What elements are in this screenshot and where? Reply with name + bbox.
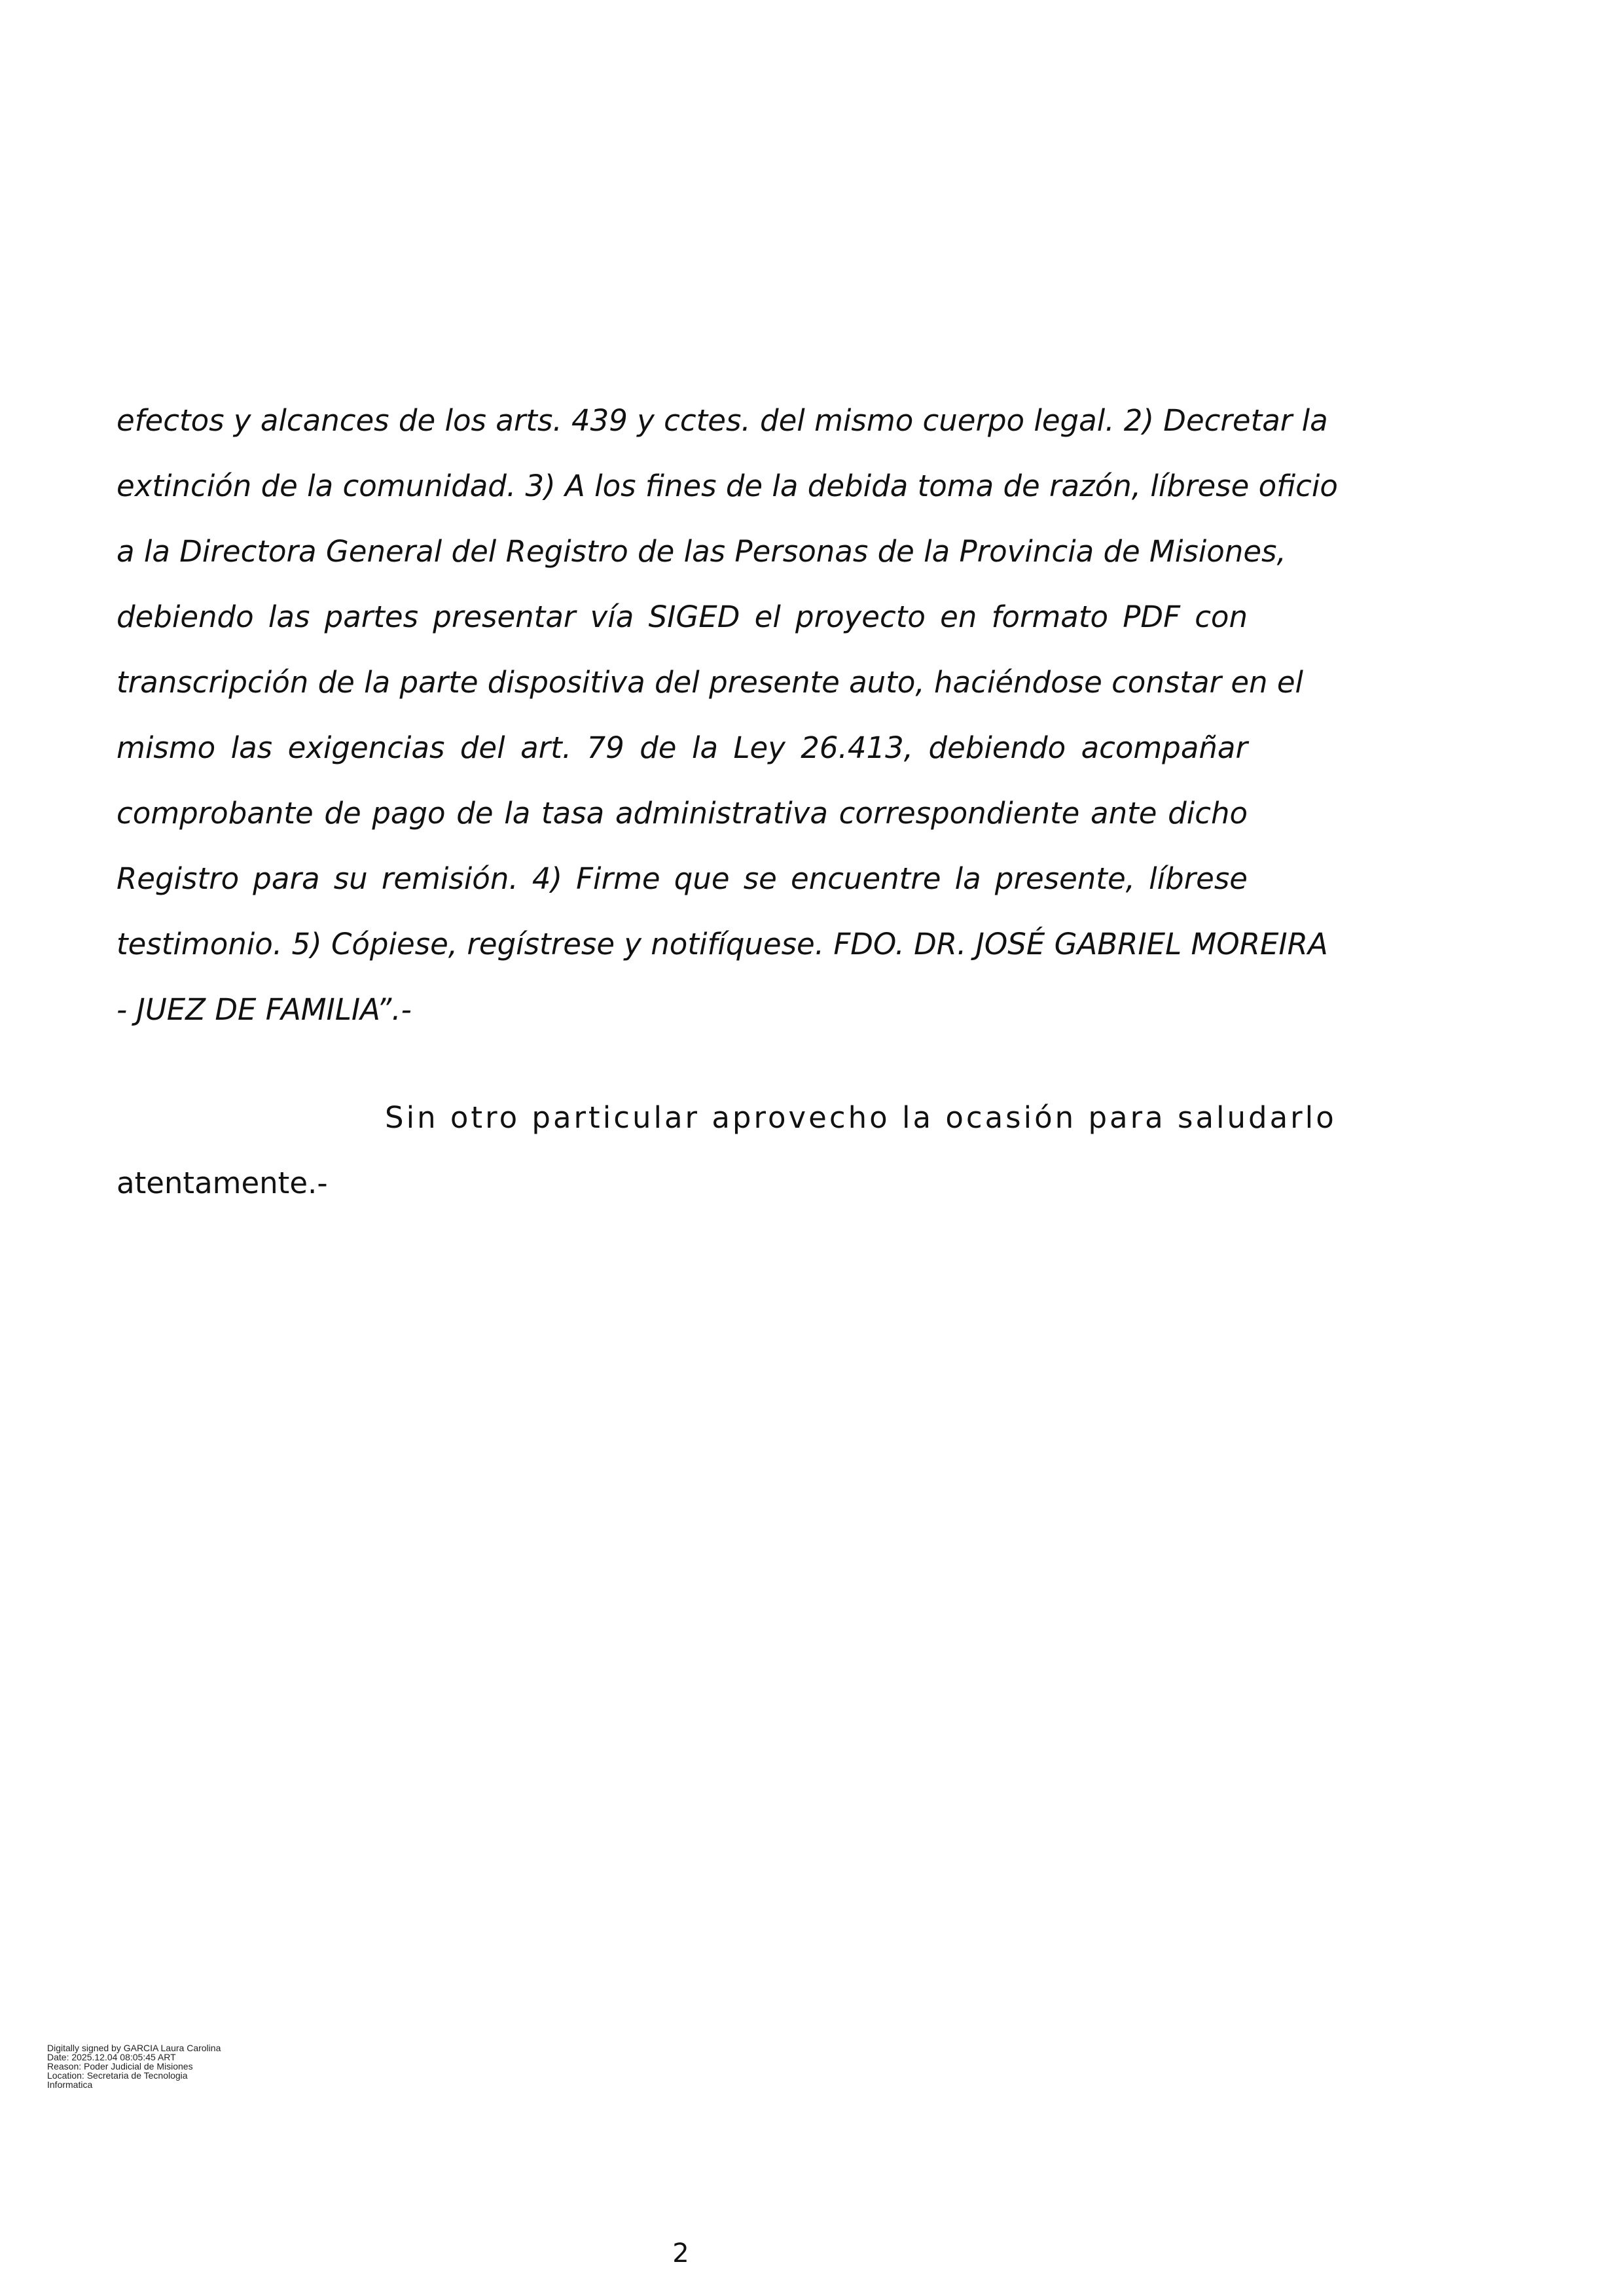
body-line-1: efectos y alcances de los arts. 439 y cctes. del mismo cuerpo legal. 2) Decretar la (117, 403, 1328, 438)
body-line-8: Registro para su remisión. 4) Firme que se encuentre la presente, líbrese (117, 861, 1248, 896)
digital-signature-block (47, 2043, 322, 2089)
body-line-7: comprobante de pago de la tasa administrativa correspondiente ante dicho (117, 796, 1248, 831)
signature-location: Location: Secretaria de Tecnologia (47, 2070, 188, 2081)
body-line-4: debiendo las partes presentar vía SIGED el proyecto en formato PDF con (117, 600, 1248, 634)
page-number: 2 (672, 2238, 689, 2269)
body-line-6: mismo las exigencias del art. 79 de la Ley 26.413, debiendo acompañar (117, 730, 1248, 765)
signature-date: Date: 2025.12.04 08:05:45 ART (47, 2052, 176, 2062)
body-line-9: testimonio. 5) Cópiese, regístrese y notifíquese. FDO. DR. JOSÉ GABRIEL MOREIRA (117, 927, 1328, 961)
signature-reason: Reason: Poder Judicial de Misiones (47, 2061, 193, 2072)
body-line-2: extinción de la comunidad. 3) A los fines de la debida toma de razón, líbrese oficio (117, 469, 1338, 503)
signature-location-cont: Informatica (47, 2079, 93, 2090)
body-line-10: - JUEZ DE FAMILIA”.- (117, 992, 412, 1027)
closing-line-1: Sin otro particular aprovecho la ocasión para saludarlo (385, 1100, 1337, 1135)
signature-signer: Digitally signed by GARCIA Laura Carolina (47, 2043, 221, 2053)
body-line-5: transcripción de la parte dispositiva del presente auto, haciéndose constar en el (117, 665, 1304, 700)
body-line-3: a la Directora General del Registro de las Personas de la Provincia de Misiones, (117, 534, 1286, 569)
closing-line-2: atentamente.- (117, 1166, 328, 1200)
